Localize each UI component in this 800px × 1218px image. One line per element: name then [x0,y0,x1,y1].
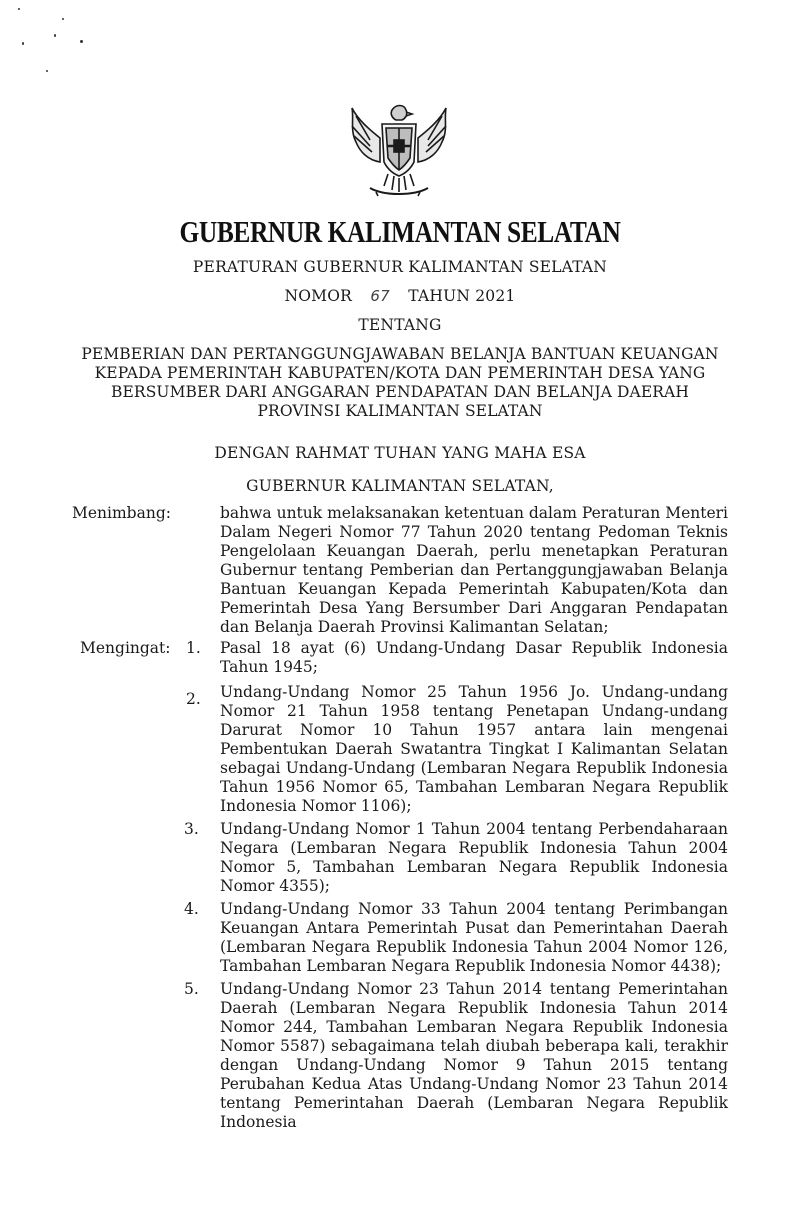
blessing-line: DENGAN RAHMAT TUHAN YANG MAHA ESA [214,444,586,462]
number-handwritten: 67 [370,287,390,305]
document-title: GUBERNUR KALIMANTAN SELATAN [179,214,621,249]
list-item-text: Undang-Undang Nomor 25 Tahun 1956 Jo. Undang-undang Nomor 21 Tahun 1958 tentang Penetapan Undang-undang Darurat Nomor 10 Tahun 1957 antara lain mengenai Pembentukan Daerah Swatantra Tingkat I Kalimantan Selatan sebagai Undang-Undang (Lembaran Negara Republik Indonesia Tahun 1956 Nomor 65, Tambahan Lembaran Negara Republik Indonesia Nomor 1106); [220,683,728,815]
list-item-number: 5. [184,980,199,998]
menimbang-label: Menimbang: [72,504,171,522]
list-item-text: Undang-Undang Nomor 33 Tahun 2004 tentang Perimbangan Keuangan Antara Pemerintah Pusat dan Pemerintahan Daerah (Lembaran Negara Republik Indonesia Tahun 2004 Nomor 126, Tambahan Lembaran Negara Republik Indonesia Nomor 4438); [220,900,728,975]
list-item-number: 2. [186,690,201,708]
subject-line: PEMBERIAN DAN PERTANGGUNGJAWABAN BELANJA BANTUAN KEUANGAN [81,345,719,363]
list-item-text: Pasal 18 ayat (6) Undang-Undang Dasar Republik Indonesia Tahun 1945; [220,639,728,676]
scan-speck [54,34,56,37]
list-item-number: 4. [184,900,199,918]
menimbang-text: bahwa untuk melaksanakan ketentuan dalam Peraturan Menteri Dalam Negeri Nomor 77 Tahun 2020 tentang Pedoman Teknis Pengelolaan Keuangan Daerah, perlu menetapkan Peraturan Gubernur tentang Pemberian dan Pertanggungjawaban Belanja Bantuan Keuangan Kepada Pemerintah Kabupaten/Kota dan Pemerintah Desa Yang Bersumber Dari Anggaran Pendapatan dan Belanja Daerah Provinsi Kalimantan Selatan; [220,504,728,636]
list-item-number: 1. [186,639,201,657]
tentang-label: TENTANG [358,316,442,334]
scan-speck [22,42,24,45]
garuda-emblem-icon [340,100,458,200]
scan-speck [80,40,83,43]
scan-speck [46,70,48,72]
subject-line: PROVINSI KALIMANTAN SELATAN [257,402,543,420]
regulation-heading: PERATURAN GUBERNUR KALIMANTAN SELATAN [192,258,608,276]
subject-line: BERSUMBER DARI ANGGARAN PENDAPATAN DAN BELANJA DAERAH [111,383,689,401]
scan-speck [18,8,20,10]
regulation-number [0,287,800,305]
list-item-text: Undang-Undang Nomor 23 Tahun 2014 tentang Pemerintahan Daerah (Lembaran Negara Republik Indonesia Tahun 2014 Nomor 244, Tambahan Lembaran Negara Republik Indonesia Nomor 5587) sebagaimana telah diubah beberapa kali, terakhir dengan Undang-Undang Nomor 9 Tahun 2015 tentang Perubahan Kedua Atas Undang-Undang Nomor 23 Tahun 2014 tentang Pemerintahan Daerah (Lembaran Negara Republik Indonesia [220,980,728,1131]
subject-line: KEPADA PEMERINTAH KABUPATEN/KOTA DAN PEMERINTAH DESA YANG [94,364,706,382]
governor-line: GUBERNUR KALIMANTAN SELATAN, [246,477,554,495]
regulation-subject [60,345,740,421]
number-prefix: NOMOR [284,287,353,305]
scan-speck [62,18,64,20]
list-item-number: 3. [184,820,199,838]
mengingat-label: Mengingat: [80,639,171,657]
list-item-text: Undang-Undang Nomor 1 Tahun 2004 tentang Perbendaharaan Negara (Lembaran Negara Republik Indonesia Tahun 2004 Nomor 5, Tambahan Lembaran Negara Republik Indonesia Nomor 4355); [220,820,728,895]
number-suffix: TAHUN 2021 [408,287,516,305]
